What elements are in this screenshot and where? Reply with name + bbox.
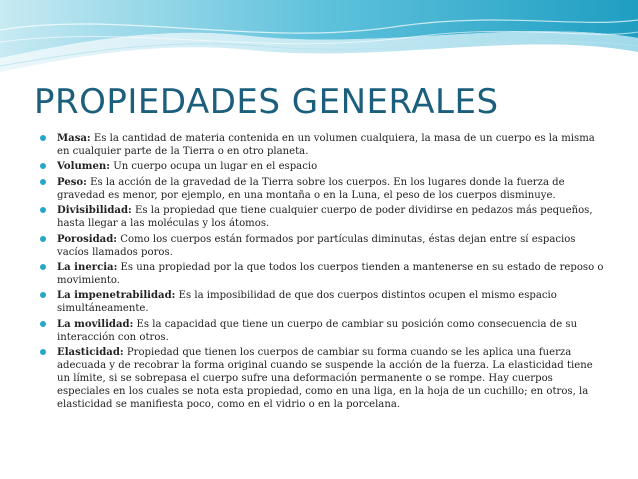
bullet-icon [40, 163, 46, 169]
property-description: Es la capacidad que tiene un cuerpo de cambiar su posición como consecuencia de su interacción con otros. [57, 318, 578, 343]
property-description: Es una propiedad por la que todos los cuerpos tienden a mantenerse en su estado de reposo o movimiento. [57, 261, 604, 286]
list-item [40, 160, 606, 173]
property-description: Como los cuerpos están formados por partículas diminutas, éstas dejan entre sí espacios vacíos llamados poros. [57, 233, 576, 258]
property-term: Porosidad: [57, 233, 118, 245]
bullet-icon [40, 349, 46, 355]
decorative-wave-banner [0, 0, 638, 80]
property-term: La impenetrabilidad: [57, 290, 176, 302]
list-item [40, 346, 606, 411]
list-item [40, 132, 606, 158]
bullet-icon [40, 292, 46, 298]
list-item [40, 176, 606, 202]
property-description: Un cuerpo ocupa un lugar en el espacio [109, 161, 318, 173]
slide-title: PROPIEDADES GENERALES [34, 82, 499, 122]
property-term: Peso: [57, 176, 87, 188]
list-item [40, 318, 606, 344]
property-term: La inercia: [57, 261, 118, 273]
property-description: Es la propiedad que tiene cualquier cuerpo de poder dividirse en pedazos más pequeños, hasta llegar a las moléculas y los átomos. [57, 205, 593, 230]
property-description: Es la cantidad de materia contenida en un volumen cualquiera, la masa de un cuerpo es la misma en cualquier parte de la Tierra o en otro planeta. [57, 133, 595, 157]
list-item [40, 233, 606, 259]
property-term: Volumen: [57, 161, 110, 173]
bullet-icon [40, 179, 46, 185]
list-item [40, 289, 606, 315]
bullet-icon [40, 135, 46, 141]
bullet-icon [40, 264, 46, 270]
bullet-icon [40, 321, 46, 327]
property-term: La movilidad: [57, 318, 134, 330]
list-item [40, 261, 606, 287]
property-term: Elasticidad: [57, 347, 124, 359]
bullet-icon [40, 236, 46, 242]
bullet-icon [40, 207, 46, 213]
property-description: Es la acción de la gravedad de la Tierra sobre los cuerpos. En los lugares donde la fuerza de gravedad es menor, por ejemplo, en una montaña o en la Luna, el peso de los cuerpos disminuye. [57, 176, 565, 201]
property-term: Divisibilidad: [57, 205, 132, 217]
property-description: Es la imposibilidad de que dos cuerpos distintos ocupen el mismo espacio simultáneamente. [57, 290, 557, 315]
properties-list [40, 132, 606, 414]
property-description: Propiedad que tienen los cuerpos de cambiar su forma cuando se les aplica una fuerza adecuada y de recobrar la forma original cuando se suspende la acción de la fuerza. La elasticidad tiene un límite, si se sobrepasa el cuerpo sufre una deformación permanente o se rompe. Hay cuerpos especiales en los cuales se nota esta propiedad, como en una liga, en la hoja de un cuchillo; en otros, la elasticidad se manifiesta poco, como en el vidrio o en la porcelana. [57, 347, 593, 411]
list-item [40, 204, 606, 230]
property-term: Masa: [57, 133, 91, 144]
